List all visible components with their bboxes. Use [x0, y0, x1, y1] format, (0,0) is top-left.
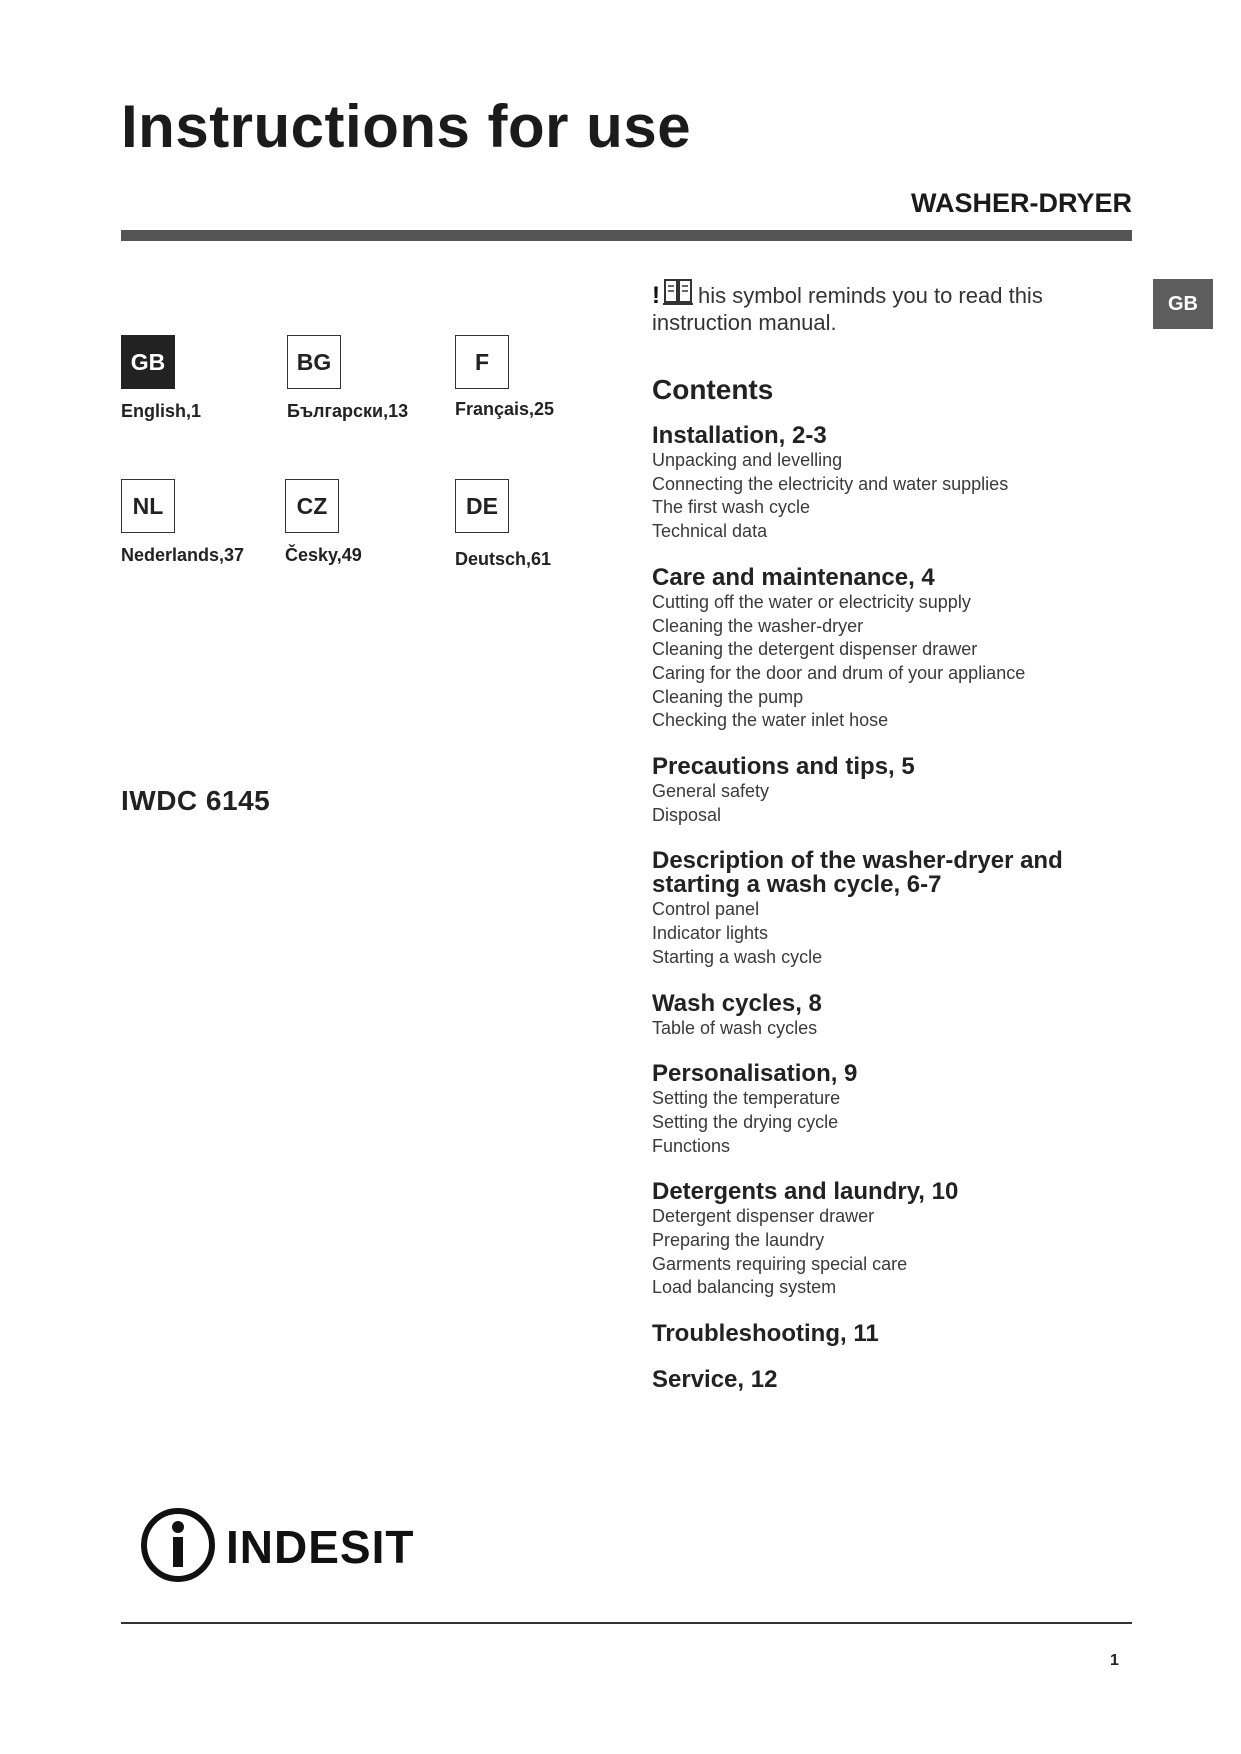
toc-item: Detergent dispenser drawer [652, 1206, 875, 1227]
toc-section [652, 1180, 1172, 1300]
toc-item: Functions [652, 1135, 731, 1156]
language-code-box: CZ [285, 479, 339, 533]
model-number: IWDC 6145 [121, 785, 271, 816]
language-code-box: GB [121, 335, 175, 389]
toc-section-title: Precautions and tips, 5 [652, 753, 915, 781]
toc-item: Table of wash cycles [652, 1017, 818, 1038]
header-rule [121, 230, 1132, 241]
language-de [455, 479, 645, 570]
toc-section-title: Troubleshooting, 11 [652, 1320, 879, 1348]
contents-heading: Contents [652, 374, 774, 405]
side-language-tab: GB [1153, 279, 1213, 329]
language-gb [121, 335, 311, 422]
language-label: Česky,49 [285, 545, 362, 565]
toc-section-title: Detergents and laundry, 10 [652, 1178, 959, 1206]
indesit-logo [140, 1505, 430, 1590]
language-cz [285, 479, 475, 566]
toc-section [652, 1368, 1172, 1392]
language-label: Français,25 [455, 399, 555, 419]
product-type: WASHER-DRYER [910, 188, 1132, 218]
toc-item: Starting a wash cycle [652, 946, 823, 967]
language-label: Deutsch,61 [455, 549, 552, 569]
table-of-contents [652, 424, 1172, 1414]
toc-section-title: Care and maintenance, 4 [652, 563, 935, 591]
toc-section [652, 989, 1172, 1041]
toc-item: Caring for the door and drum of your appliance [652, 662, 1026, 683]
toc-item: Connecting the electricity and water supplies [652, 473, 1009, 494]
toc-section [652, 424, 1172, 544]
toc-item: Disposal [652, 804, 722, 825]
notice-text: his symbol reminds you to read this [698, 283, 1043, 308]
language-code-box: BG [287, 335, 341, 389]
toc-section-title: Wash cycles, 8 [652, 989, 822, 1017]
read-manual-notice [652, 278, 1122, 335]
page-title: Instructions for use [121, 93, 692, 160]
toc-section [652, 849, 1172, 969]
toc-section [652, 1062, 1172, 1158]
toc-item: Technical data [652, 521, 768, 542]
toc-item: Cleaning the pump [652, 686, 804, 707]
svg-text:INDESIT: INDESIT [226, 1521, 415, 1573]
toc-item: Setting the drying cycle [652, 1111, 839, 1132]
toc-item: Control panel [652, 899, 760, 920]
toc-item: Cleaning the washer-dryer [652, 615, 864, 636]
toc-item: Unpacking and levelling [652, 450, 843, 470]
toc-item: Preparing the laundry [652, 1230, 825, 1251]
toc-section-title: Service, 12 [652, 1366, 778, 1394]
language-label: Nederlands,37 [121, 545, 245, 565]
toc-section-title: Installation, 2-3 [652, 422, 827, 449]
language-bg [287, 335, 477, 422]
language-label: English,1 [121, 401, 202, 421]
language-label: Български,13 [287, 401, 409, 421]
toc-item: Load balancing system [652, 1277, 837, 1298]
notice-mark: ! [652, 282, 660, 309]
toc-item: Garments requiring special care [652, 1253, 908, 1274]
toc-section [652, 1322, 1172, 1346]
toc-item: Cutting off the water or electricity supply [652, 591, 971, 612]
footer-rule [121, 1622, 1132, 1624]
toc-section-title: Description of the washer-dryer and starting a wash cycle, 6-7 [652, 847, 1063, 899]
toc-item: Indicator lights [652, 923, 769, 944]
language-code-box: DE [455, 479, 509, 533]
manual-book-icon [662, 278, 696, 311]
language-f [455, 335, 645, 420]
toc-item: Cleaning the detergent dispenser drawer [652, 639, 978, 660]
language-nl [121, 479, 311, 566]
notice-text-line2: instruction manual. [652, 310, 837, 335]
language-code-box: F [455, 335, 509, 389]
toc-item: Setting the temperature [652, 1088, 841, 1109]
toc-item: General safety [652, 781, 770, 802]
language-code-box: NL [121, 479, 175, 533]
toc-section-title: Personalisation, 9 [652, 1060, 858, 1088]
toc-section [652, 563, 1172, 733]
toc-section [652, 755, 1172, 827]
page-number: 1 [1110, 1652, 1119, 1669]
toc-item: The first wash cycle [652, 497, 811, 518]
toc-item: Checking the water inlet hose [652, 710, 889, 731]
